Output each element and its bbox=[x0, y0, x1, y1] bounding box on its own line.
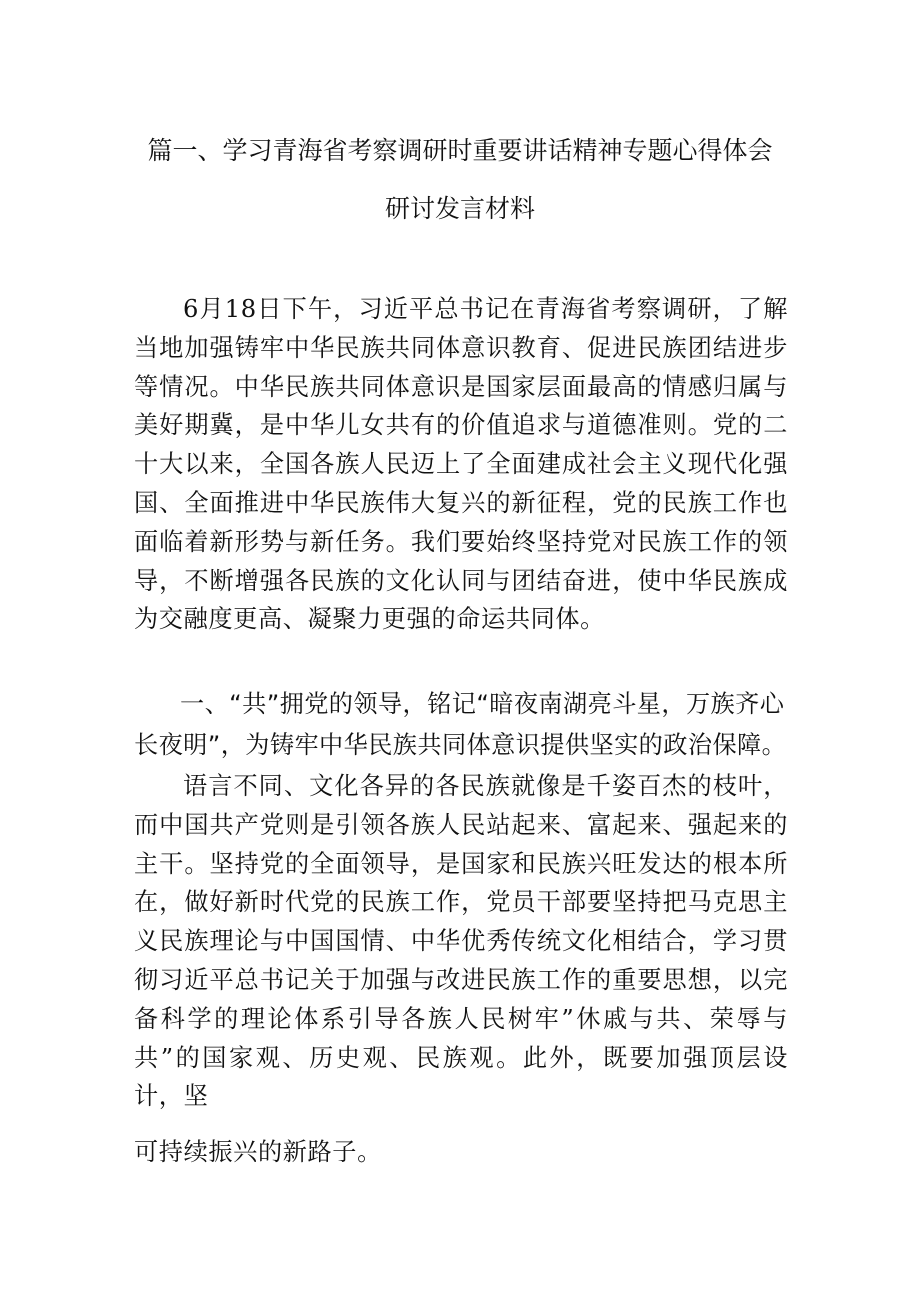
paragraph-intro: 6月18日下午，习近平总书记在青海省考察调研，了解当地加强铸牢中华民族共同体意识教育、促进民族团结进步等情况。中华民族共同体意识是国家层面最高的情感归属与美好期冀，是中华儿女共有的价值追求与道德准则。党的二十大以来，全国各族人民迈上了全面建成社会主义现代化强国、全面推进中华民族伟大复兴的新征程，党的民族工作也面临着新形势与新任务。我们要始终坚持党对民族工作的领导，不断增强各民族的文化认同与团结奋进，使中华民族成为交融度更高、凝聚力更强的命运共同体。 bbox=[134, 295, 788, 634]
paragraph-fragment: 可持续振兴的新路子。 bbox=[134, 1138, 382, 1166]
document-title-line-1: 篇一、学习青海省考察调研时重要讲话精神专题心得体会 bbox=[147, 136, 773, 165]
document-title-line-2: 研讨发言材料 bbox=[384, 194, 535, 223]
paragraph-section-1: 语言不同、文化各异的各民族就像是千姿百杰的枝叶，而中国共产党则是引领各族人民站起来、富起来、强起来的主干。坚持党的全面领导，是国家和民族兴旺发达的根本所在，做好新时代党的民族工作，党员干部要坚持把马克思主义民族理论与中国国情、中华优秀传统文化相结合，学习贯彻习近平总书记关于加强与改进民族工作的重要思想，以完备科学的理论体系引导各族人民树牢”休戚与共、荣辱与共”的国家观、历史观、民族观。此外，既要加强顶层设计，坚 bbox=[134, 772, 788, 1111]
section-heading-1: 一、“共”拥党的领导，铭记“暗夜南湖亮斗星，万族齐心长夜明”，为铸牢中华民族共同体意识提供坚实的政治保障。 bbox=[134, 690, 787, 759]
